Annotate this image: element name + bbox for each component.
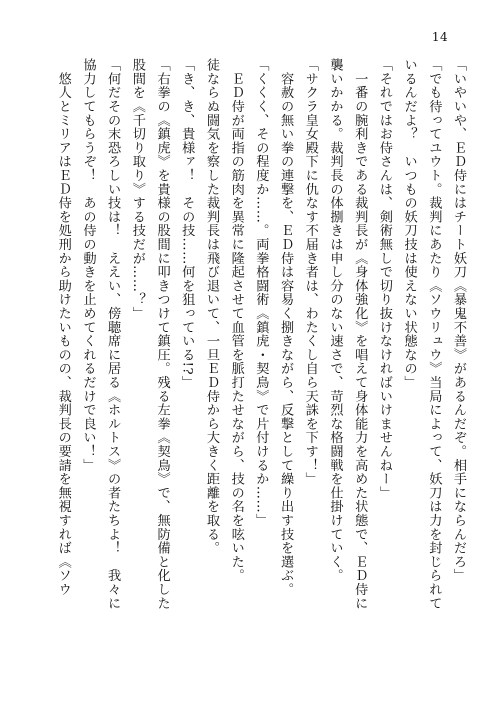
text-line: 一番の腕利きである裁判長が《身体強化》を唱えて身体能力を高めた状態で、ＥＤ侍に	[352, 58, 368, 610]
text-line: 「それではお侍さんは、剣術無しで切り抜けなければいけませんねー」	[376, 58, 392, 500]
text-line: 「くくく、その程度か……。両拳格闘術《鎮虎・契鳥》で片付けるか……」	[253, 58, 269, 528]
text-line: 「いやいや、ＥＤ侍にはチート妖刀《暴鬼不善》があるんだぞ。相手にならんだろ」	[451, 58, 466, 583]
text-line: 襲いかかる。裁判長の体捌きは申し分のない速さで、苛烈な格闘戦を仕掛けていく。	[327, 58, 343, 583]
text-line: 「右拳の《鎮虎》を貴様の股間に叩きつけて鎮圧。残る左拳《契鳥》で、無防備と化した	[154, 58, 170, 610]
text-line: 「サクラ皇女殿下に仇なす不届き者は、わたくし自ら天誅を下す！」	[302, 58, 318, 486]
text-line: ＥＤ侍が両指の筋肉を異常に隆起させて血管を脈打たせながら、技の名を呟いた。	[228, 58, 244, 583]
text-line: 協力してもらうぞ！ あの侍の動きを止めてくれるだけで良い！」	[80, 58, 96, 472]
page-number: 14	[431, 30, 449, 44]
text-line: 徒ならぬ闘気を察した裁判長は飛び退いて、一旦ＥＤ侍から大きく距離を取る。	[203, 58, 219, 555]
text-line: いるんだよ？ いつもの妖刀技は使えない状態なの」	[401, 58, 417, 390]
text-line: 股間を《千切り取り》する技だが……？」	[129, 58, 145, 321]
vertical-text-body	[50, 58, 470, 658]
text-line: 「き、き、貴様ァ！ その技……何を狙っている!?」	[179, 58, 195, 389]
text-line: 容赦の無い拳の連撃を、ＥＤ侍は容易く捌きながら、反撃として繰り出す技を選ぶ。	[278, 58, 294, 597]
text-line: 「何だその末恐ろしい技は！ ええい、傍聴席に居る《ホルトス》の者たちよ！ 我々に	[105, 58, 121, 610]
text-line: 「でも待ってユウト。裁判にあたり《ソウリュウ》当局によって、妖刀は力を封じられて	[426, 58, 442, 610]
text-line: 悠人とミリアはＥＤ侍を処刑から助けたいものの、裁判長の要請を無視すれば《ソウ	[55, 58, 71, 597]
